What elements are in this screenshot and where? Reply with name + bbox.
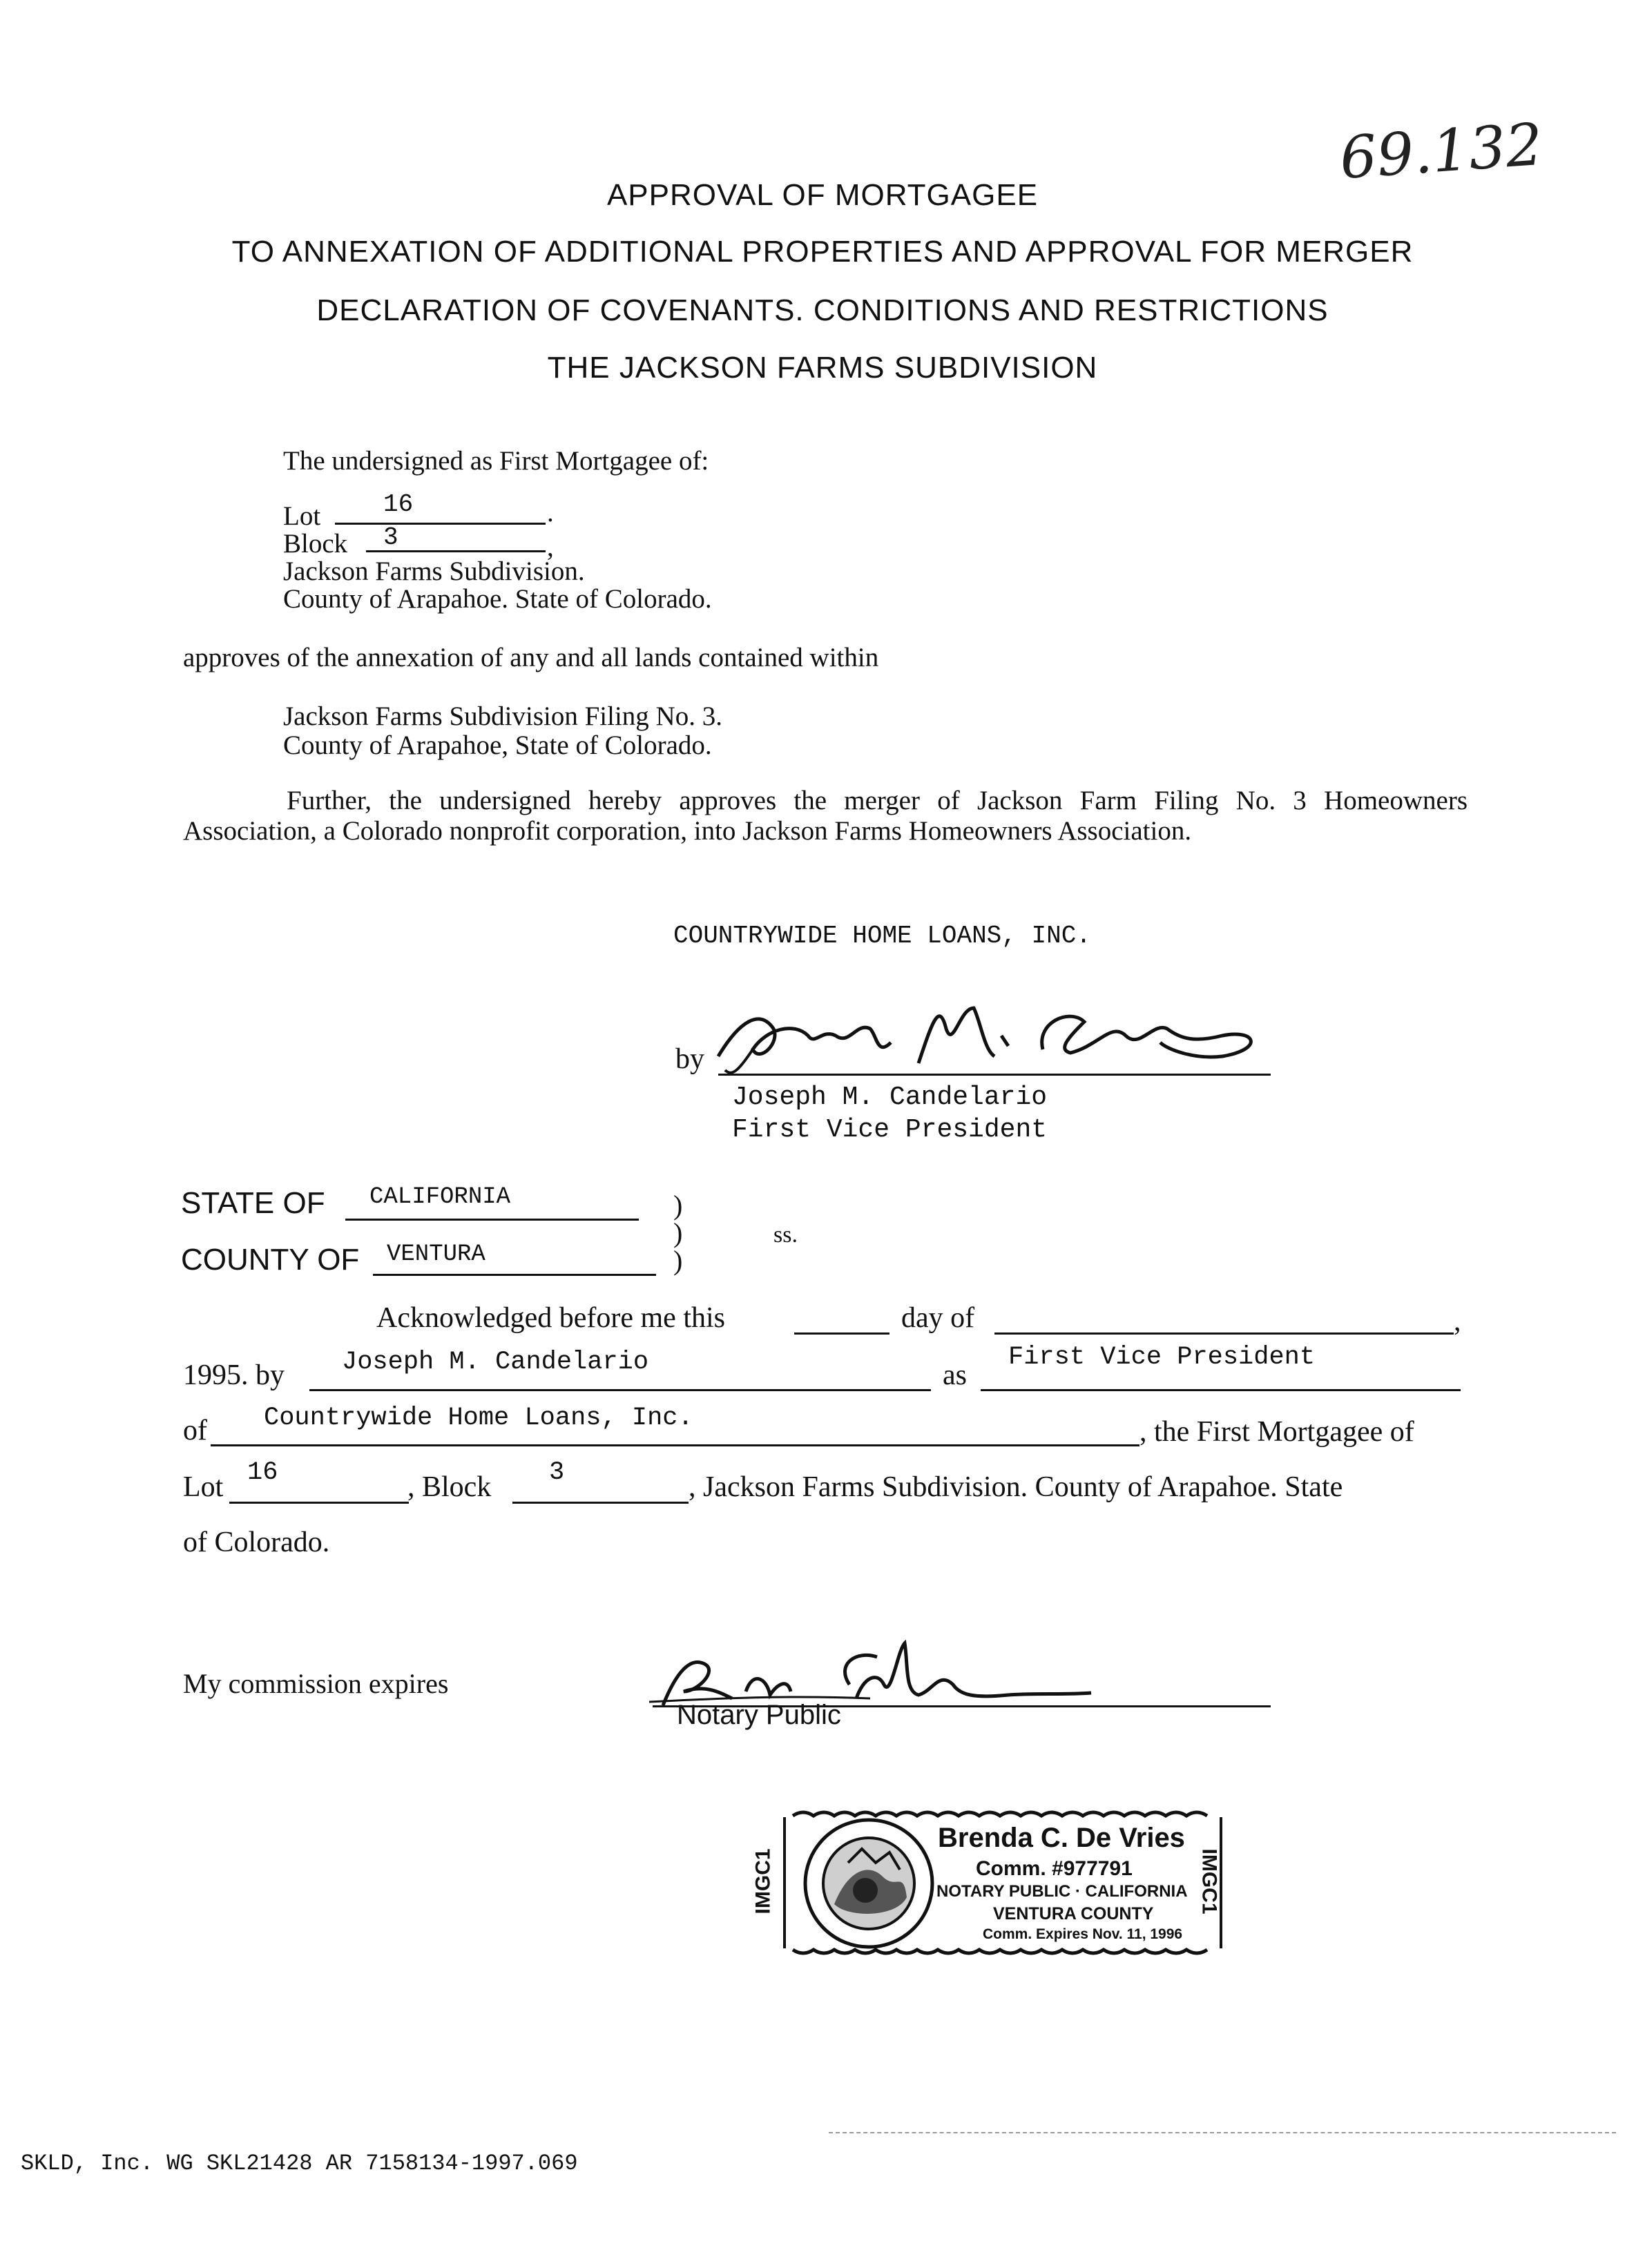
notary-public-label: Notary Public: [677, 1700, 841, 1730]
notary-stamp: [751, 1807, 1226, 1958]
block-comma: ,: [547, 532, 554, 562]
stamp-expires: Comm. Expires Nov. 11, 1996: [983, 1926, 1183, 1942]
ack-title-value: First Vice President: [1008, 1343, 1316, 1372]
ack-block-underline: [512, 1502, 689, 1504]
title-line-3: DECLARATION OF COVENANTS. CONDITIONS AND RESTRICTIONS: [316, 293, 1329, 327]
state-label: STATE OF: [181, 1186, 325, 1220]
ack-comma: ,: [1454, 1306, 1461, 1337]
ack-lot-underline: [229, 1502, 409, 1504]
stamp-side-right: IMGC1: [1197, 1848, 1221, 1915]
paren-3: ): [673, 1245, 683, 1276]
lot-label: Lot: [283, 501, 321, 531]
merger-paragraph-text: Further, the undersigned hereby approves the merger of Jackson Farm Filing No. 3 Homeowners Association, a Colorado nonprofit corporation, into Jackson Farms Homeowners Association.: [183, 786, 1468, 846]
name-underline: [309, 1389, 931, 1391]
month-underline: [994, 1332, 1454, 1335]
state-value: CALIFORNIA: [369, 1184, 511, 1210]
ack-lot-value: 16: [247, 1458, 278, 1487]
county-text: County of Arapahoe. State of Colorado.: [283, 584, 712, 614]
county-label: COUNTY OF: [181, 1243, 360, 1277]
lot-period: .: [547, 498, 554, 527]
day-underline: [794, 1332, 889, 1335]
ack-text: Acknowledged before me this: [376, 1302, 726, 1334]
day-of-label: day of: [901, 1302, 975, 1334]
merger-paragraph: [183, 786, 1468, 846]
ack-company-value: Countrywide Home Loans, Inc.: [264, 1404, 693, 1433]
company-underline: [211, 1444, 1139, 1446]
signature-candelario: [711, 980, 1278, 1084]
title-line-4: THE JACKSON FARMS SUBDIVISION: [547, 351, 1098, 385]
title-line-1: APPROVAL OF MORTGAGEE: [606, 178, 1039, 212]
by-label: by: [675, 1043, 704, 1075]
title-line-2: TO ANNEXATION OF ADDITIONAL PROPERTIES AND APPROVAL FOR MERGER: [231, 235, 1414, 269]
state-seal: [800, 1814, 938, 1952]
stamp-comm-number: Comm. #977791: [976, 1857, 1133, 1880]
signature-line: [718, 1074, 1271, 1076]
lot-value: 16: [383, 490, 414, 518]
stamp-side-left: IMGC1: [751, 1848, 775, 1915]
scan-artifact-line: [829, 2132, 1616, 2133]
paren-1: ): [673, 1190, 683, 1221]
ss-label: ss.: [773, 1222, 798, 1248]
ack-name-value: Joseph M. Candelario: [342, 1348, 649, 1377]
intro-text: The undersigned as First Mortgagee of:: [283, 446, 709, 476]
state-underline: [345, 1219, 639, 1221]
county-underline: [373, 1274, 656, 1276]
handwritten-reference: 69.132: [1337, 110, 1545, 193]
commission-expires-text: My commission expires: [183, 1668, 449, 1699]
stamp-notary-name: Brenda C. De Vries: [938, 1823, 1185, 1853]
subdivision-text: Jackson Farms Subdivision.: [283, 556, 585, 586]
year-by-label: 1995. by: [183, 1359, 285, 1391]
ack-lot-label: Lot: [183, 1471, 224, 1503]
first-mortgagee-text: , the First Mortgagee of: [1139, 1416, 1414, 1448]
filing-line-1: Jackson Farms Subdivision Filing No. 3.: [283, 701, 722, 731]
county-value: VENTURA: [387, 1241, 485, 1268]
lot-underline: [335, 523, 546, 525]
as-label: as: [943, 1359, 967, 1391]
approves-text: approves of the annexation of any and all lands contained within: [183, 643, 879, 672]
block-label: Block: [283, 529, 348, 559]
title-underline: [981, 1389, 1461, 1391]
ack-block-value: 3: [549, 1458, 565, 1487]
filing-line-2: County of Arapahoe, State of Colorado.: [283, 730, 712, 760]
signer-title: First Vice President: [732, 1115, 1048, 1145]
block-value: 3: [383, 523, 398, 552]
footer-reference: SKLD, Inc. WG SKL21428 AR 7158134-1997.069: [21, 2151, 578, 2176]
of-colorado-text: of Colorado.: [183, 1526, 330, 1558]
stamp-county: VENTURA COUNTY: [993, 1904, 1154, 1923]
signer-name: Joseph M. Candelario: [732, 1083, 1048, 1112]
ack-subdivision-text: , Jackson Farms Subdivision. County of Arapahoe. State: [689, 1471, 1343, 1503]
paren-2: ): [673, 1217, 683, 1248]
company-name: COUNTRYWIDE HOME LOANS, INC.: [673, 922, 1091, 950]
ack-block-label: , Block: [407, 1471, 492, 1503]
stamp-notary-public: NOTARY PUBLIC · CALIFORNIA: [936, 1882, 1188, 1901]
of-label: of: [183, 1415, 207, 1446]
